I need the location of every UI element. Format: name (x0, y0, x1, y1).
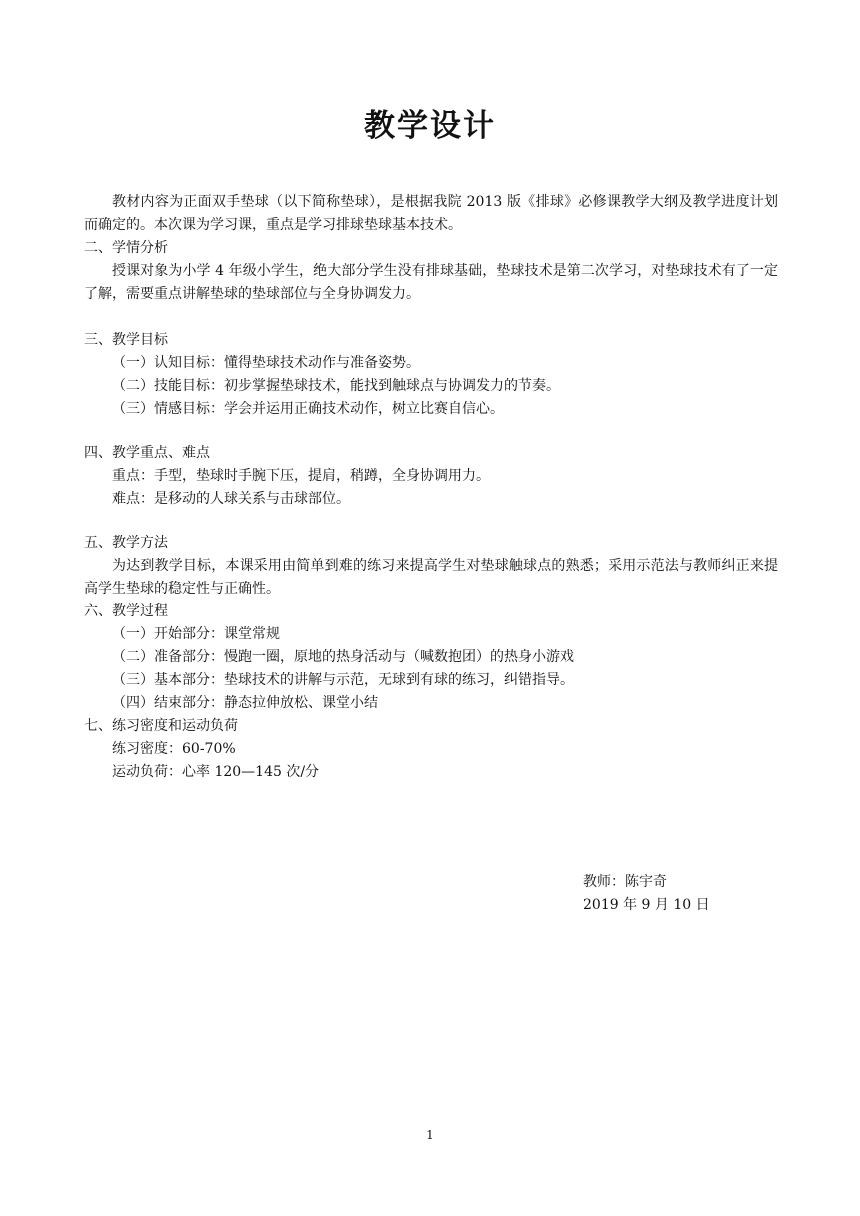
section-student-analysis (84, 237, 778, 306)
list-item: （二）准备部分：慢跑一圈，原地的热身活动与（喊数抱团）的热身小游戏 (112, 649, 574, 665)
list-item: （一）认知目标：懂得垫球技术动作与准备姿势。 (112, 355, 420, 371)
document-title: 教学设计 (364, 108, 496, 144)
list-item: （三）基本部分：垫球技术的讲解与示范，无球到有球的练习，纠错指导。 (112, 672, 574, 688)
section-teaching-goals (84, 329, 778, 421)
section-paragraph: 为达到教学目标，本课采用由简单到难的练习来提高学生对垫球触球点的熟悉；采用示范法与教师纠正来提高学生垫球的稳定性与正确性。 (84, 558, 778, 597)
key-point: 重点：手型，垫球时手腕下压，提肩，稍蹲，全身协调用力。 (112, 468, 490, 484)
intro-paragraph: 教材内容为正面双手垫球（以下简称垫球），是根据我院 2013 版《排球》必修课教学大纲及教学进度计划而确定的。本次课为学习课，重点是学习排球垫球基本技术。 (84, 194, 778, 233)
section-heading: 六、教学过程 (84, 603, 168, 619)
section-heading: 四、教学重点、难点 (84, 445, 210, 461)
section-heading: 五、教学方法 (84, 535, 168, 551)
section-heading: 三、教学目标 (84, 332, 168, 348)
list-item: （一）开始部分：课堂常规 (112, 626, 280, 642)
section-teaching-process (84, 600, 778, 715)
list-item: （三）情感目标：学会并运用正确技术动作，树立比赛自信心。 (112, 401, 504, 417)
difficulty-point: 难点：是移动的人球关系与击球部位。 (112, 491, 350, 507)
section-paragraph: 授课对象为小学 4 年级小学生，绝大部分学生没有排球基础，垫球技术是第二次学习，对垫球技术有了一定了解，需要重点讲解垫球的垫球部位与全身协调发力。 (84, 263, 778, 302)
section-heading: 七、练习密度和运动负荷 (84, 718, 238, 734)
section-teaching-methods (84, 532, 778, 601)
exercise-load: 运动负荷：心率 120—145 次/分 (112, 764, 320, 780)
section-exercise-load (84, 715, 778, 784)
section-heading: 二、学情分析 (84, 240, 168, 256)
exercise-density: 练习密度：60-70% (112, 741, 236, 757)
signature-date: 2019 年 9 月 10 日 (583, 897, 710, 913)
intro-section (84, 191, 778, 237)
section-key-points (84, 442, 778, 511)
list-item: （二）技能目标：初步掌握垫球技术，能找到触球点与协调发力的节奏。 (112, 378, 560, 394)
page-number: 1 (426, 1128, 434, 1142)
teacher-name: 教师：陈宇奇 (583, 874, 667, 890)
list-item: （四）结束部分：静态拉伸放松、课堂小结 (112, 695, 378, 711)
